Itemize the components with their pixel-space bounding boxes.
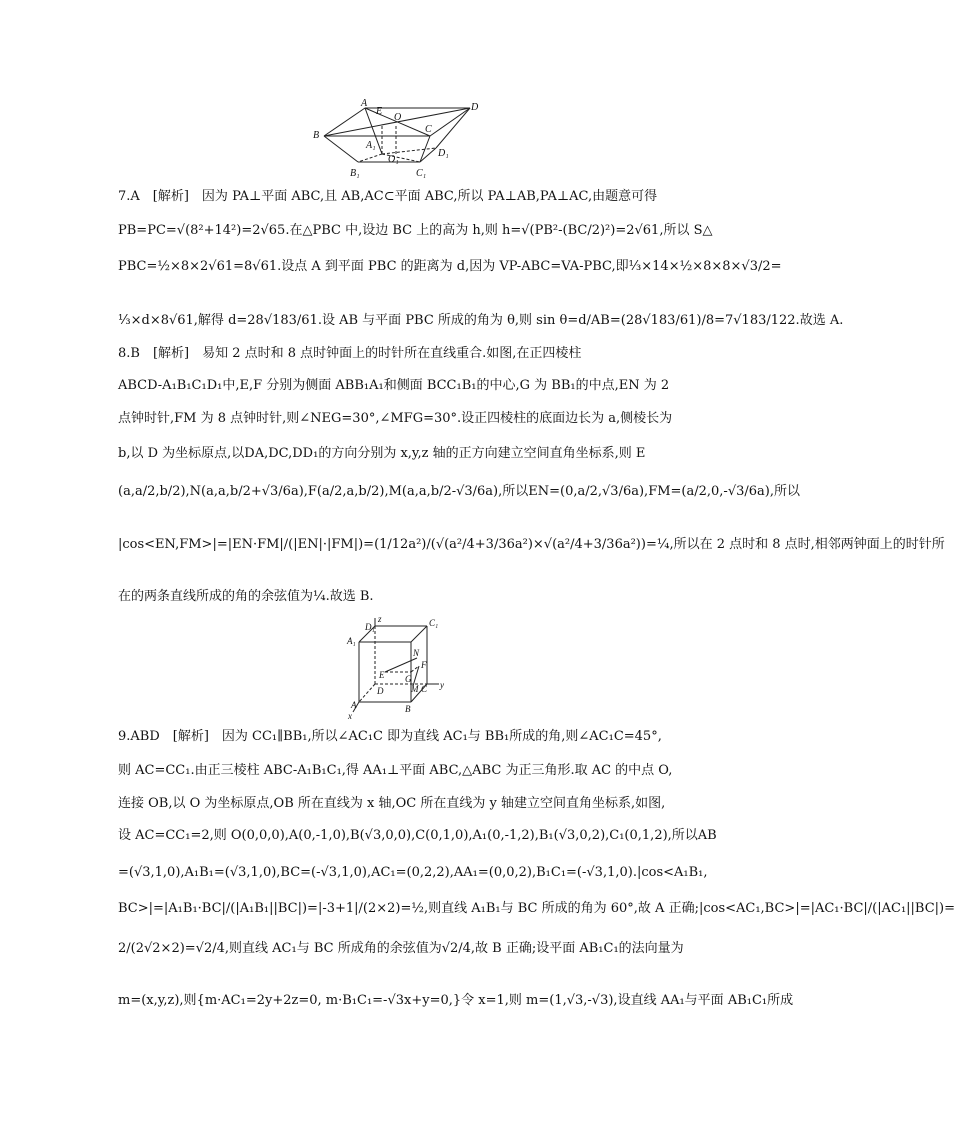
label-D1: D₁ <box>438 148 449 159</box>
label-D: D <box>377 686 384 696</box>
label-D: D <box>471 102 479 113</box>
text-line-15: 设 AC=CC₁=2,则 O(0,0,0),A(0,-1,0),B(√3,0,0),C(0,1,0),A₁(0,-1,2),B₁(√3,0,2),C₁(0,1,2),所以AB <box>118 828 717 843</box>
text-line-18: 2/(2√2×2)=√2/4,则直线 AC₁与 BC 所成角的余弦值为√2/4,故 B 正确;设平面 AB₁C₁的法向量为 <box>118 941 684 956</box>
label-C: C <box>421 684 428 694</box>
label-G: G <box>405 674 412 684</box>
text-line-14: 连接 OB,以 O 为坐标原点,OB 所在直线为 x 轴,OC 所在直线为 y 轴建立空间直角坐标系,如图, <box>118 796 666 811</box>
text-line-9: (a,a/2,b/2),N(a,a,b/2+√3/6a),F(a/2,a,b/2),M(a,a,b/2-√3/6a),所以EN=(0,a/2,√3/6a),FM=(a/2,0,-√3/6a),所以 <box>118 484 800 499</box>
label-E: E <box>379 670 385 680</box>
text-line-8: b,以 D 为坐标原点,以DA,DC,DD₁的方向分别为 x,y,z 轴的正方向建立空间直角坐标系,则 E <box>118 446 646 461</box>
text-line-16: =(√3,1,0),A₁B₁=(√3,1,0),BC=(-√3,1,0),AC₁=(0,2,2),AA₁=(0,0,2),B₁C₁=(-√3,1,0).|cos<A₁B₁, <box>118 865 708 880</box>
text-line-11: 在的两条直线所成的角的余弦值为¼.故选 B. <box>118 589 374 604</box>
text-line-2: PB=PC=√(8²+14²)=2√65.在△PBC 中,设边 BC 上的高为 h,则 h=√(PB²-(BC/2)²)=2√61,所以 S△ <box>118 223 713 238</box>
text-line-3: PBC=½×8×2√61=8√61.设点 A 到平面 PBC 的距离为 d,因为 VP-ABC=VA-PBC,即⅓×14×½×8×8×√3/2= <box>118 259 782 274</box>
label-F: F <box>421 660 427 670</box>
label-A1: A₁ <box>347 636 356 646</box>
label-C1: C₁ <box>429 618 439 628</box>
text-line-4: ⅓×d×8√61,解得 d=28√183/61.设 AB 与平面 PBC 所成的角为 θ,则 sin θ=d/AB=(28√183/61)/8=7√183/122.故选 A. <box>118 313 844 328</box>
label-B: B <box>313 130 320 141</box>
label-B1: B₁ <box>350 168 360 179</box>
label-C: C <box>425 124 432 135</box>
text-line-12: 9.ABD [解析] 因为 CC₁∥BB₁,所以∠AC₁C 即为直线 AC₁与 BB₁所成的角,则∠AC₁C=45°, <box>118 729 662 744</box>
figure-cube <box>345 616 455 722</box>
figure-prism <box>310 96 490 182</box>
text-line-10: |cos<EN,FM>|=|EN·FM|/(|EN|·|FM|)=(1/12a²)/(√(a²/4+3/36a²)×√(a²/4+3/36a²))=¼,所以在 2 点时和 8 点时,相邻两钟面上的时针所 <box>118 537 945 552</box>
label-E: E <box>376 106 383 117</box>
label-M: M <box>411 684 419 694</box>
label-C1: C₁ <box>416 168 427 179</box>
label-O: O <box>394 112 402 123</box>
label-x: x <box>348 711 352 721</box>
text-line-1: 7.A [解析] 因为 PA⊥平面 ABC,且 AB,AC⊂平面 ABC,所以 PA⊥AB,PA⊥AC,由题意可得 <box>118 189 658 204</box>
text-line-5: 8.B [解析] 易知 2 点时和 8 点时钟面上的时针所在直线重合.如图,在正四棱柱 <box>118 346 582 361</box>
label-A1: A₁ <box>366 140 376 151</box>
text-line-13: 则 AC=CC₁.由正三棱柱 ABC-A₁B₁C₁,得 AA₁⊥平面 ABC,△ABC 为正三角形.取 AC 的中点 O, <box>118 763 673 778</box>
label-N: N <box>413 648 420 658</box>
label-z: z <box>378 614 382 624</box>
text-line-19: m=(x,y,z),则{m·AC₁=2y+2z=0, m·B₁C₁=-√3x+y=0,}令 x=1,则 m=(1,√3,-√3),设直线 AA₁与平面 AB₁C₁所成 <box>118 993 794 1008</box>
text-line-7: 点钟时针,FM 为 8 点钟时针,则∠NEG=30°,∠MFG=30°.设正四棱柱的底面边长为 a,侧棱长为 <box>118 411 673 426</box>
label-D1: D₁ <box>365 622 375 632</box>
label-O1: O₁ <box>388 154 399 165</box>
text-line-17: BC>|=|A₁B₁·BC|/(|A₁B₁||BC|)=|-3+1|/(2×2)=½,则直线 A₁B₁与 BC 所成的角为 60°,故 A 正确;|cos<AC₁,BC>|=|AC₁·BC|/(|AC₁||BC|)= <box>118 901 955 916</box>
label-A: A <box>351 700 357 710</box>
text-line-6: ABCD-A₁B₁C₁D₁中,E,F 分别为侧面 ABB₁A₁和侧面 BCC₁B₁的中心,G 为 BB₁的中点,EN 为 2 <box>118 378 670 393</box>
label-B: B <box>405 704 411 714</box>
label-y: y <box>440 680 444 690</box>
label-A: A <box>361 98 368 109</box>
